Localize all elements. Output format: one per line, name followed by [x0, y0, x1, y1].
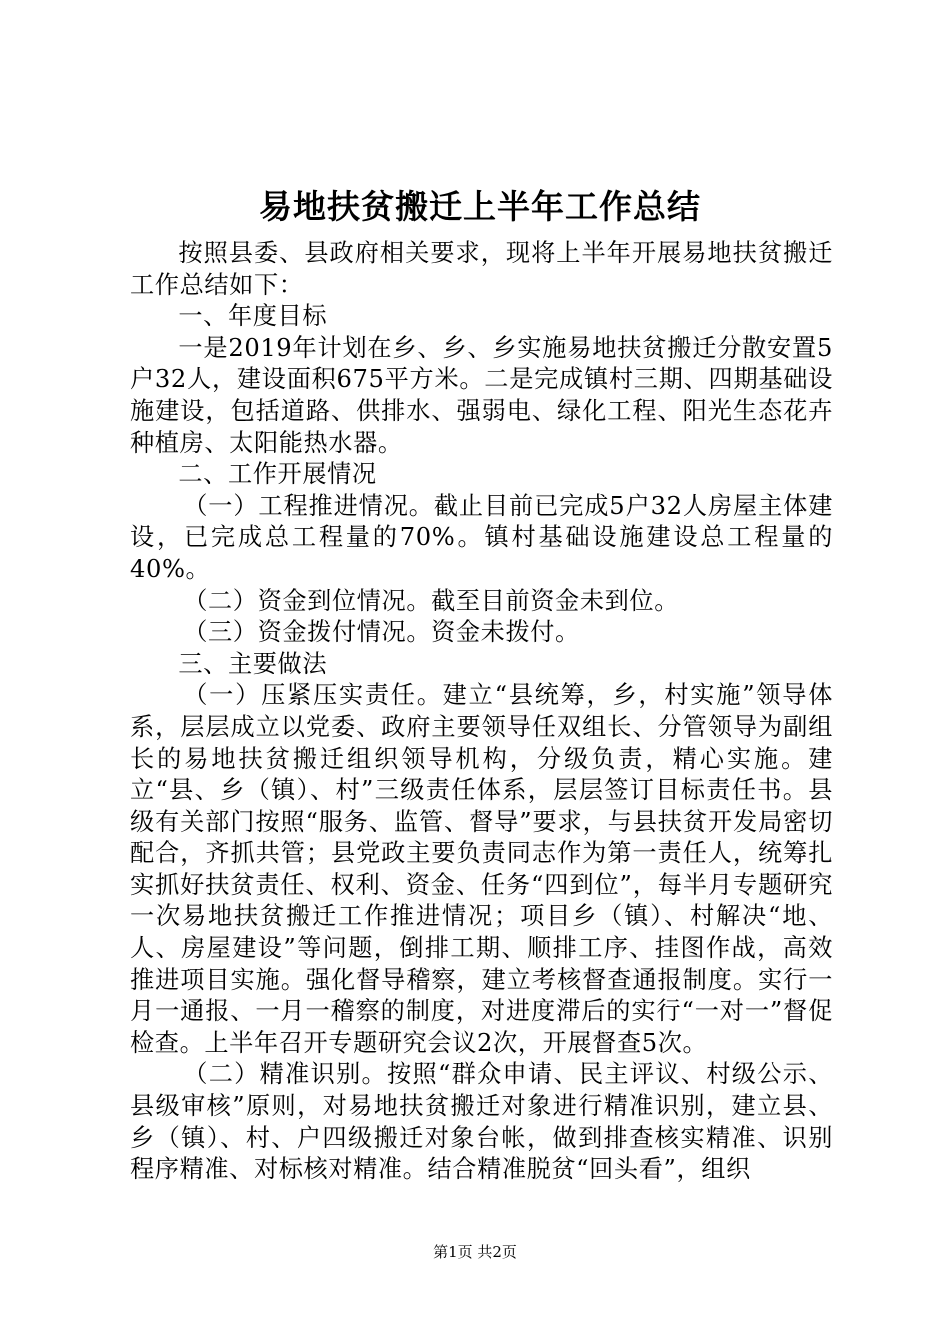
heading-annual-goals: 一、年度目标	[178, 302, 328, 331]
heading-main-practices: 三、主要做法	[178, 649, 328, 678]
paragraph-funds-disbursement: （三）资金拨付情况。资金未拨付。	[183, 618, 580, 647]
document-title: 易地扶贫搬迁上半年工作总结	[259, 187, 701, 226]
page-number-footer: 第1页 共2页	[433, 1243, 517, 1261]
paragraph-intro: 按照县委、县政府相关要求，现将上半年开展易地扶贫搬迁工作总结如下：	[130, 239, 833, 299]
paragraph-funds-arrival: （二）资金到位情况。截至目前资金未到位。	[183, 586, 679, 615]
heading-work-progress: 二、工作开展情况	[178, 460, 377, 489]
paragraph-project-progress: （一）工程推进情况。截止目前已完成5户32人房屋主体建设，已完成总工程量的70%。镇村基础设施建设总工程量的40%。	[130, 491, 833, 583]
paragraph-precise-identification: （二）精准识别。按照“群众申请、民主评议、村级公示、县级审核”原则，对易地扶贫搬迁对象进行精准识别，建立县、乡（镇）、村、户四级搬迁对象台帐，做到排查核实精准、识别程序精准、对标核对精准。结合精准脱贫“回头看”，组织	[130, 1060, 833, 1184]
paragraph-goals: 一是2019年计划在乡、乡、乡实施易地扶贫搬迁分散安置5户32人，建设面积675平方米。二是完成镇村三期、四期基础设施建设，包括道路、供排水、强弱电、绿化工程、阳光生态花卉种植房、太阳能热水器。	[130, 333, 833, 457]
paragraph-responsibility: （一）压紧压实责任。建立“县统筹，乡，村实施”领导体系，层层成立以党委、政府主要领导任双组长、分管领导为副组长的易地扶贫搬迁组织领导机构，分级负责，精心实施。建立“县、乡（镇）、村”三级责任体系，层层签订目标责任书。县级有关部门按照“服务、监管、督导”要求，与县扶贫开发局密切配合，齐抓共管；县党政主要负责同志作为第一责任人，统筹扎实抓好扶贫责任、权利、资金、任务“四到位”，每半月专题研究一次易地扶贫搬迁工作推进情况；项目乡（镇）、村解决“地、人、房屋建设”等问题，倒排工期、顺排工序、挂图作战，高效推进项目实施。强化督导稽察，建立考核督查通报制度。实行一月一通报、一月一稽察的制度，对进度滞后的实行“一对一”督促检查。上半年召开专题研究会议2次，开展督查5次。	[130, 681, 833, 1057]
document-body	[130, 238, 833, 1186]
